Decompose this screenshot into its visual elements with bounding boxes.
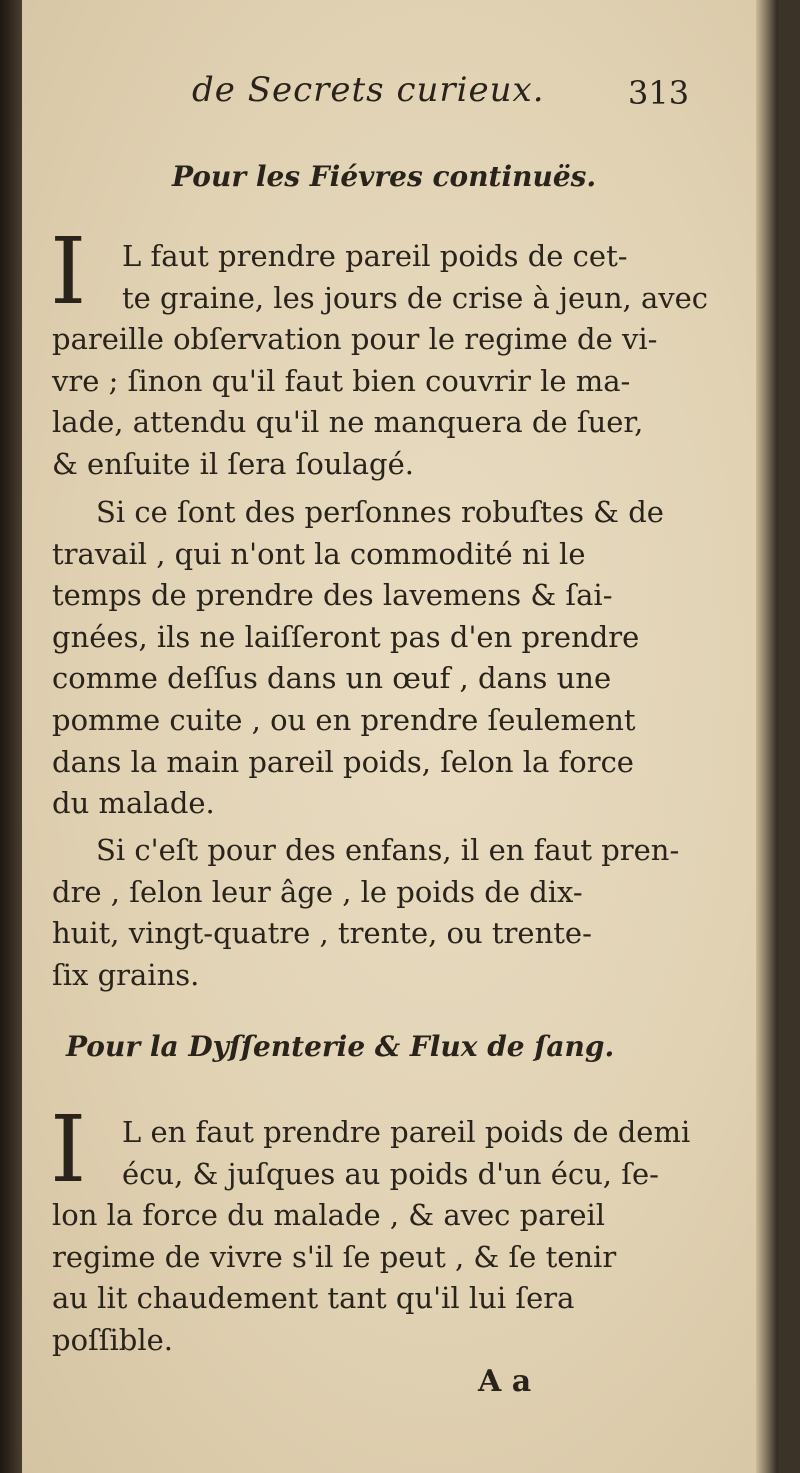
text-line: te graine, les jours de crise à jeun, avec: [122, 280, 709, 315]
page-header: [22, 64, 778, 114]
text-line: L faut prendre pareil poids de cet-: [122, 239, 628, 273]
page-number: 313: [628, 74, 690, 112]
text-line: regime de vivre s'il ſe peut , & ſe tenir: [52, 1239, 617, 1274]
catchword: A a: [478, 1364, 532, 1399]
text-line: écu, & juſques au poids d'un écu, ſe-: [122, 1156, 659, 1191]
text-line: temps de prendre des lavemens & ſai-: [52, 578, 613, 613]
text-line: pareille obſervation pour le regime de vi-: [52, 322, 658, 357]
text-line: vre ; ſinon qu'il faut bien couvrir le ma-: [52, 363, 631, 398]
text-line: L en faut prendre pareil poids de demi: [122, 1115, 691, 1149]
paragraph-fevers-1: [52, 236, 712, 486]
running-title: de Secrets curieux.: [192, 70, 545, 110]
drop-cap-dysentery: I: [50, 1096, 87, 1203]
text-line: ſix grains.: [52, 957, 200, 992]
text-line: du malade.: [52, 786, 215, 821]
paragraph-dysentery-1: [52, 1112, 712, 1362]
text-line: poſſible.: [52, 1322, 173, 1357]
text-line: travail , qui n'ont la commodité ni le: [52, 536, 586, 571]
text-line: dans la main pareil poids, ſelon la force: [52, 744, 634, 779]
binding-gutter: [0, 0, 22, 1473]
text-line: lade, attendu qu'il ne manquera de ſuer,: [52, 405, 644, 440]
text-line: lon la force du malade , & avec pareil: [52, 1198, 606, 1233]
section-title-dysentery: Pour la Dyſſenterie & Flux de ſang.: [66, 1030, 615, 1063]
text-line: au lit chaudement tant qu'il lui ſera: [52, 1281, 575, 1316]
text-line: huit, vingt-quatre , trente, ou trente-: [52, 916, 592, 951]
text-line: comme deſſus dans un œuf , dans une: [52, 661, 612, 696]
text-line: & enſuite il ſera ſoulagé.: [52, 446, 415, 481]
section-title-fevers: Pour les Fiévres continuës.: [172, 160, 597, 193]
paragraph-fevers-3: [52, 830, 712, 996]
text-line: dre , ſelon leur âge , le poids de dix-: [52, 874, 583, 909]
text-line: Si c'eſt pour des enfans, il en faut pren-: [96, 833, 680, 867]
page-edge: [756, 0, 778, 1473]
book-page: [22, 0, 778, 1473]
text-line: gnées, ils ne laiſſeront pas d'en prendre: [52, 619, 640, 654]
text-line: Si ce ſont des perſonnes robuſtes & de: [96, 495, 664, 529]
drop-cap-fevers: I: [50, 218, 87, 325]
paragraph-fevers-2: [52, 492, 712, 825]
text-line: pomme cuite , ou en prendre ſeulement: [52, 702, 636, 737]
